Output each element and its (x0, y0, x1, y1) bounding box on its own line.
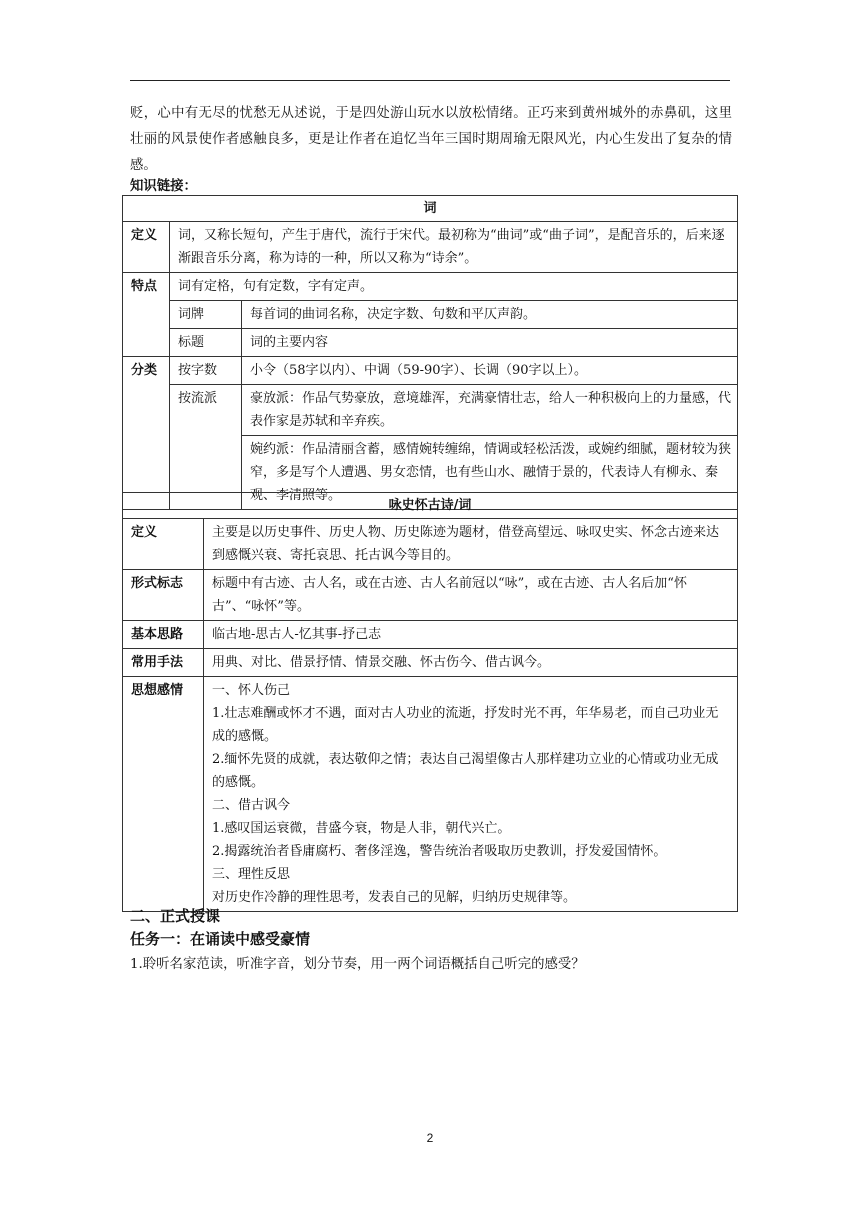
yongshi-idea-text: 临古地-思古人-忆其事-抒己志 (204, 621, 738, 649)
ci-features-label: 特点 (123, 273, 170, 357)
yongshi-emotion-cell (204, 677, 738, 912)
yongshi-emotion-label: 思想感情 (123, 677, 204, 912)
ci-wanyue-text: 婉约派：作品清丽含蓄，感情婉转缠绵，情调或轻松活泼，或婉约细腻，题材较为狭窄，多是写个人遭遇、男女恋情，也有些山水、融情于景的，代表诗人有柳永、秦观、李清照等。 (242, 436, 738, 510)
emotion-line: 对历史作冷静的理性思考，发表自己的见解，归纳历史规律等。 (212, 890, 577, 905)
header-rule (130, 80, 730, 81)
emotion-line: 三、理性反思 (212, 867, 291, 882)
emotion-line: 2.缅怀先贤的成就，表达敬仰之情；表达自己渴望像古人那样建功立业的心情或功业无成的感慨。 (212, 752, 719, 790)
yongshi-idea-label: 基本思路 (123, 621, 204, 649)
ci-cipai-label: 词牌 (170, 301, 242, 329)
ci-definition-label: 定义 (123, 222, 170, 273)
yongshi-definition-text: 主要是以历史事件、历史人物、历史陈迹为题材，借登高望远、咏叹史实、怀念古迹来达到感慨兴衰、寄托哀思、托古讽今等目的。 (204, 519, 738, 570)
emotion-line: 一、怀人伤己 (212, 683, 291, 698)
yongshi-table (122, 492, 738, 912)
ci-by-school-label: 按流派 (170, 385, 242, 510)
ci-by-count-text: 小令（58字以内）、中调（59-90字）、长调（90字以上）。 (242, 357, 738, 385)
yongshi-form-label: 形式标志 (123, 570, 204, 621)
emotion-line: 二、借古讽今 (212, 798, 291, 813)
emotion-line: 1.壮志难酬或怀才不遇，面对古人功业的流逝，抒发时光不再，年华易老，而自己功业无成的感慨。 (212, 706, 719, 744)
emotion-line: 2.揭露统治者昏庸腐朽、奢侈淫逸，警告统治者吸取历史教训，抒发爱国情怀。 (212, 844, 667, 859)
ci-definition-text: 词，又称长短句，产生于唐代，流行于宋代。最初称为“曲词”或“曲子词”，是配音乐的，后来逐渐跟音乐分离，称为诗的一种，所以又称为“诗余”。 (170, 222, 738, 273)
ci-biaoti-text: 词的主要内容 (242, 329, 738, 357)
knowledge-link-heading: 知识链接： (130, 179, 197, 194)
emotion-line: 1.感叹国运衰微，昔盛今衰，物是人非，朝代兴亡。 (212, 821, 511, 836)
ci-cipai-text: 每首词的曲词名称，决定字数、句数和平仄声韵。 (242, 301, 738, 329)
ci-features-text: 词有定格，句有定数，字有定声。 (170, 273, 738, 301)
intro-paragraph: 贬，心中有无尽的忧愁无从述说，于是四处游山玩水以放松情绪。正巧来到黄州城外的赤鼻矶，这里壮丽的风景使作者感触良多，更是让作者在追忆当年三国时期周瑜无限风光，内心生发出了复杂的情感。 (130, 106, 732, 173)
ci-by-count-label: 按字数 (170, 357, 242, 385)
page-number: 2 (426, 1131, 434, 1145)
ci-table (122, 195, 738, 510)
question-1: 1.聆听名家范读，听准字音，划分节奏，用一两个词语概括自己听完的感受？ (130, 957, 585, 972)
yongshi-table-title: 咏史怀古诗/词 (123, 493, 738, 519)
ci-class-label: 分类 (123, 357, 170, 510)
ci-table-title: 词 (123, 196, 738, 222)
ci-biaoti-label: 标题 (170, 329, 242, 357)
yongshi-technique-label: 常用手法 (123, 649, 204, 677)
section-heading: 二、正式授课 (130, 907, 221, 925)
yongshi-technique-text: 用典、对比、借景抒情、情景交融、怀古伤今、借古讽今。 (204, 649, 738, 677)
task-heading: 任务一：在诵读中感受豪情 (130, 930, 311, 948)
ci-haofang-text: 豪放派：作品气势豪放，意境雄浑，充满豪情壮志，给人一种积极向上的力量感，代表作家是苏轼和辛弃疾。 (242, 385, 738, 436)
yongshi-definition-label: 定义 (123, 519, 204, 570)
yongshi-form-text: 标题中有古迹、古人名，或在古迹、古人名前冠以“咏”，或在古迹、古人名后加“怀古”、“咏怀”等。 (204, 570, 738, 621)
